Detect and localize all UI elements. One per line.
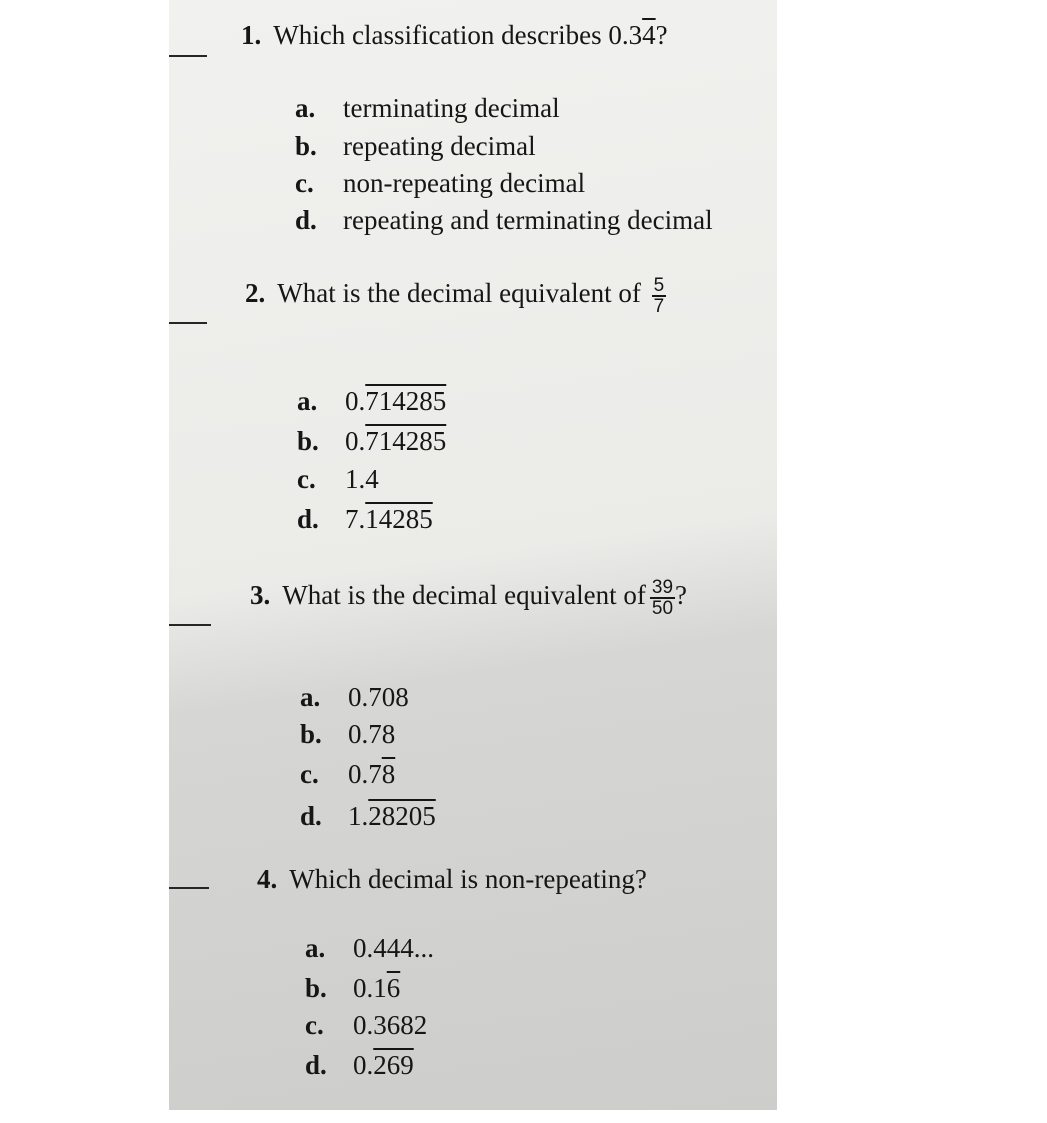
question-text: Which classification describes 0.3 — [273, 20, 643, 50]
answer-blank-3[interactable] — [169, 624, 211, 626]
question-text: What is the decimal equivalent of — [277, 278, 641, 309]
option-letter: a. — [295, 93, 316, 123]
option-text: 1.4 — [345, 464, 379, 494]
option-text: repeating decimal — [343, 131, 536, 161]
answer-blank-2[interactable] — [169, 322, 207, 324]
question-number: 4. — [257, 864, 278, 894]
option-a[interactable] — [305, 933, 434, 964]
repeat-digits: 6 — [386, 973, 401, 1003]
fraction-numerator: 39 — [651, 577, 674, 598]
question-text: Which decimal is non-repeating? — [289, 864, 647, 894]
option-text: 0. — [345, 386, 366, 416]
option-d[interactable] — [300, 801, 436, 832]
option-b[interactable] — [297, 426, 446, 457]
option-c[interactable] — [295, 168, 585, 199]
worksheet-page — [169, 0, 777, 1110]
option-c[interactable] — [297, 464, 379, 495]
repeat-digits: 714285 — [365, 426, 447, 456]
fraction-numerator: 5 — [653, 275, 665, 296]
question-text: What is the decimal equivalent of — [282, 580, 646, 611]
option-text: 0. — [345, 426, 366, 456]
option-text: 1. — [348, 801, 369, 831]
option-text: 0.3682 — [353, 1010, 428, 1040]
option-b[interactable] — [305, 973, 400, 1004]
option-letter: c. — [305, 1010, 324, 1040]
option-a[interactable] — [300, 682, 409, 713]
option-letter: a. — [300, 682, 321, 712]
repeat-digits: 714285 — [365, 386, 447, 416]
option-letter: a. — [297, 386, 318, 416]
option-letter: d. — [295, 205, 317, 235]
question-2 — [245, 276, 666, 316]
repeat-digits: 28205 — [368, 801, 436, 831]
option-d[interactable] — [305, 1050, 414, 1081]
option-letter: d. — [297, 504, 319, 534]
option-text: 0.1 — [353, 973, 387, 1003]
option-text: 0.7 — [348, 759, 382, 789]
repeat-digits: 8 — [381, 759, 396, 789]
option-text: 0. — [353, 1050, 374, 1080]
fraction — [650, 578, 675, 618]
option-text: 0.708 — [348, 682, 409, 712]
option-a[interactable] — [295, 93, 560, 124]
option-letter: b. — [300, 719, 322, 749]
option-b[interactable] — [295, 131, 536, 162]
option-text: 0.444... — [353, 933, 434, 963]
option-text: 7. — [345, 504, 366, 534]
option-c[interactable] — [305, 1010, 427, 1041]
question-number: 3. — [250, 580, 271, 611]
option-text: non-repeating decimal — [343, 168, 586, 198]
fraction-denominator: 7 — [653, 296, 665, 317]
option-d[interactable] — [297, 504, 433, 535]
repeat-digits: 269 — [373, 1050, 414, 1080]
option-text: 0.78 — [348, 719, 396, 749]
fraction-denominator: 50 — [651, 598, 674, 619]
option-text: terminating decimal — [343, 93, 560, 123]
repeat-digits: 14285 — [365, 504, 433, 534]
option-letter: b. — [297, 426, 319, 456]
question-suffix: ? — [675, 580, 687, 611]
question-number: 2. — [245, 278, 266, 309]
question-4 — [257, 864, 647, 895]
option-letter: b. — [305, 973, 327, 1003]
question-3 — [250, 578, 687, 618]
question-number: 1. — [241, 20, 262, 50]
option-letter: c. — [295, 168, 314, 198]
option-letter: a. — [305, 933, 326, 963]
option-letter: c. — [300, 759, 319, 789]
option-letter: d. — [305, 1050, 327, 1080]
fraction — [652, 276, 667, 316]
question-1 — [241, 20, 668, 51]
option-c[interactable] — [300, 759, 395, 790]
option-letter: d. — [300, 801, 322, 831]
option-letter: c. — [297, 464, 316, 494]
option-d[interactable] — [295, 205, 713, 236]
answer-blank-4[interactable] — [169, 887, 209, 889]
option-text: repeating and terminating decimal — [343, 205, 713, 235]
repeat-digit: 4 — [642, 20, 656, 50]
question-suffix: ? — [655, 20, 668, 50]
option-letter: b. — [295, 131, 317, 161]
answer-blank-1[interactable] — [169, 55, 207, 57]
option-a[interactable] — [297, 386, 446, 417]
option-b[interactable] — [300, 719, 395, 750]
